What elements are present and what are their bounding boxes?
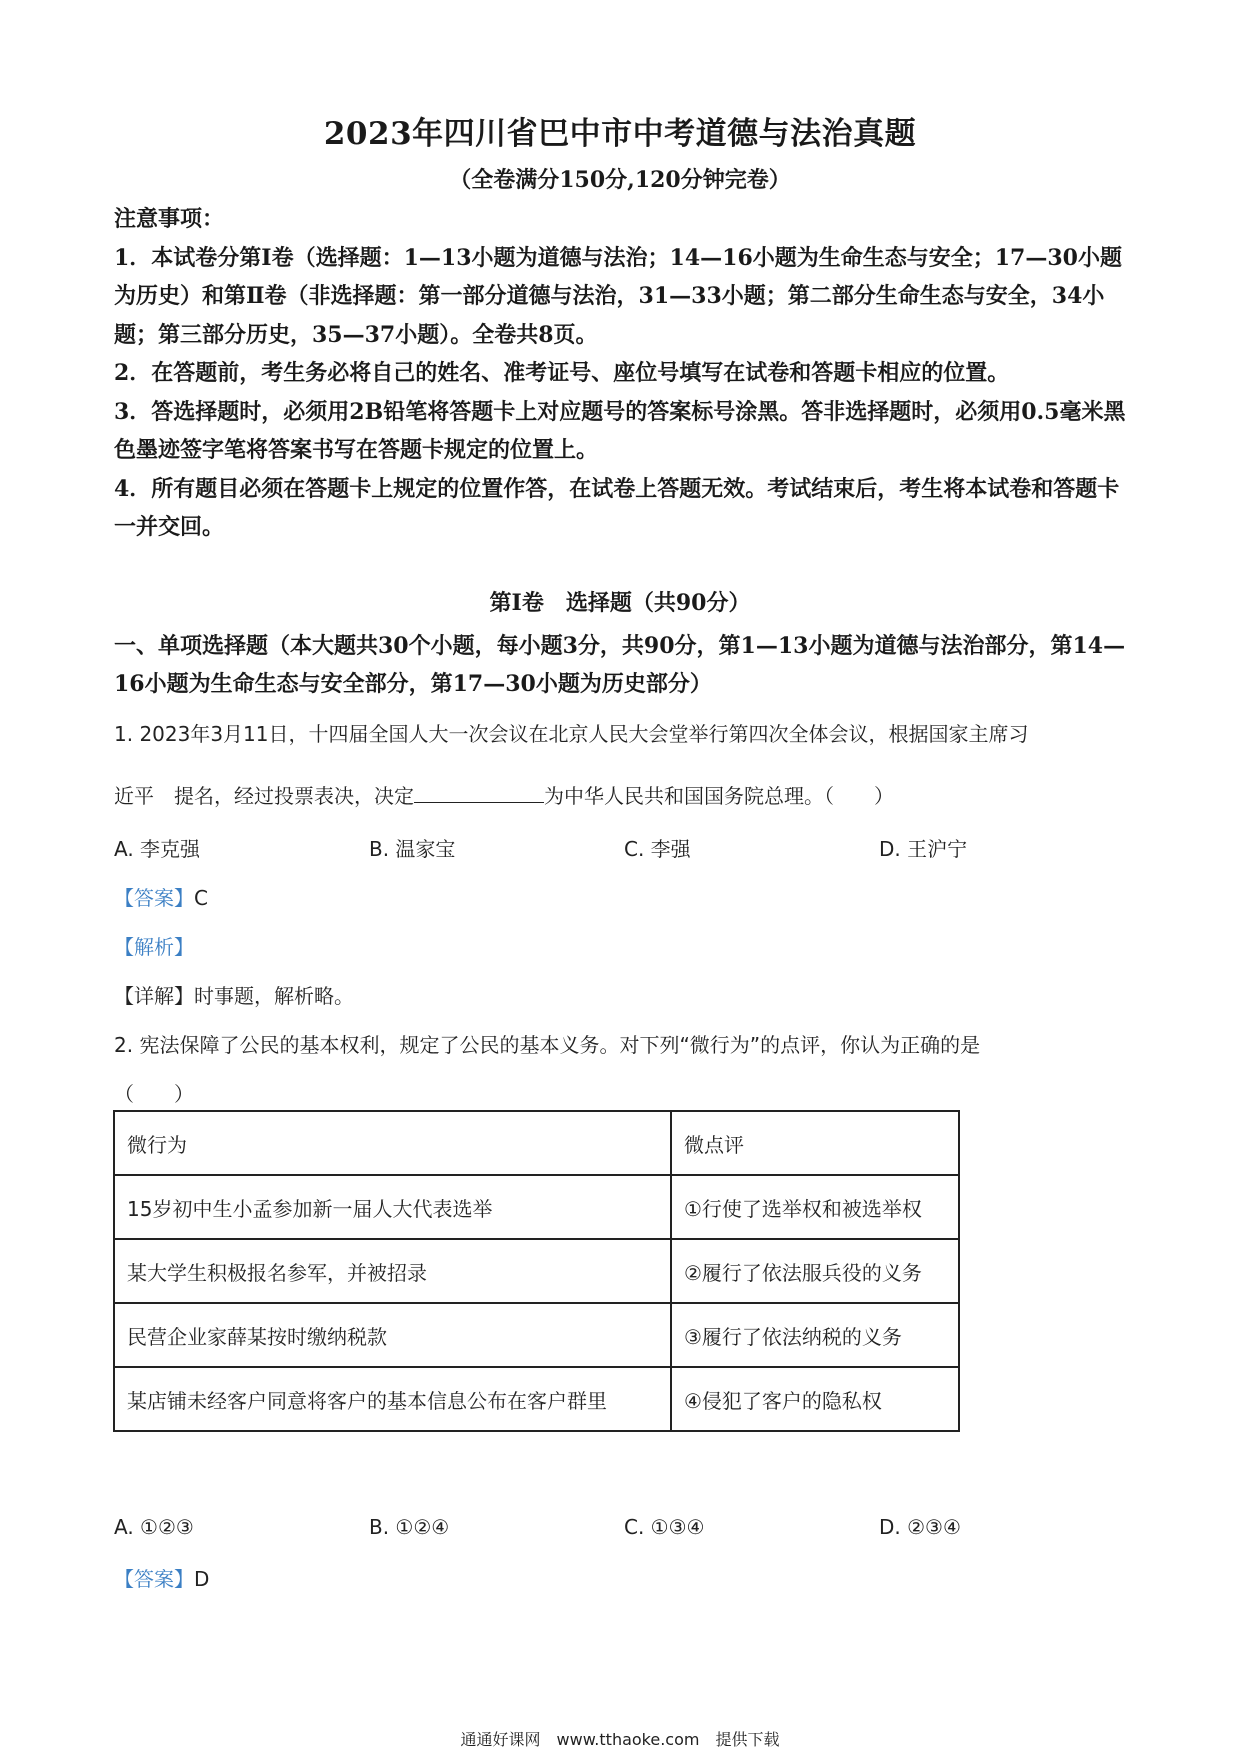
table-cell: 15岁初中生小孟参加新一届人大代表选举 [114,1175,671,1239]
q2-answer-value: D [194,1567,210,1591]
q1-detail [114,980,354,1009]
exam-title: 2023年四川省巴中市中考道德与法治真题 [323,116,917,152]
q2-option-d: D. ②③④ [879,1515,961,1539]
table-header-behavior: 微行为 [114,1111,671,1175]
q1-line-1: 1. 2023年3月11日，十四届全国人大一次会议在北京人民大会堂举行第四次全体会议，根据国家主席习 [114,722,1029,746]
q1-answer-value: C [194,886,208,910]
q1-detail-tag: 【详解】 [114,984,194,1008]
notice-section [114,200,1134,547]
q1-detail-text: 时事题，解析略。 [194,984,354,1008]
notice-heading: 注意事项： [114,206,225,232]
notice-item-3: 3．答选择题时，必须用2B铅笔将答题卡上对应题号的答案标号涂黑。答非选择题时，必须用0.5毫米黑色墨迹签字笔将答案书写在答题卡规定的位置上。 [114,398,1126,463]
q1-answer-tag: 【答案】 [114,886,194,910]
q1-option-d: D. 王沪宁 [879,837,968,861]
table-cell: ①行使了选举权和被选举权 [671,1175,959,1239]
q1-line-2a: 近平 提名，经过投票表决，决定 [114,784,414,808]
q2-option-a: A. ①②③ [114,1515,194,1539]
notice-item-1: 1．本试卷分第Ⅰ卷（选择题：1—13小题为道德与法治；14—16小题为生命生态与安全；17—30小题为历史）和第Ⅱ卷（非选择题：第一部分道德与法治，31—33小题；第二部分生命生态与安全，34小题；第三部分历史，35—37小题）。全卷共8页。 [114,244,1122,348]
q2-option-c: C. ①③④ [624,1515,705,1539]
section-heading: 一、单项选择题（本大题共30个小题，每小题3分，共90分，第1—13小题为道德与法治部分，第14—16小题为生命生态与安全部分，第17—30小题为历史部分） [114,633,1126,697]
q2-option-b: B. ①②④ [369,1515,450,1539]
table-row [114,1239,959,1303]
q1-option-b: B. 温家宝 [369,837,456,861]
table-header-row [114,1111,959,1175]
section-title: 第Ⅰ卷 选择题（共90分） [489,590,751,616]
table-cell: 某大学生积极报名参军，并被招录 [114,1239,671,1303]
q1-answer [114,882,208,911]
table-cell: 某店铺未经客户同意将客户的基本信息公布在客户群里 [114,1367,671,1431]
q1-line-2b: 为中华人民共和国国务院总理。（ ） [544,784,894,808]
q2-answer [114,1563,209,1592]
notice-item-4: 4．所有题目必须在答题卡上规定的位置作答，在试卷上答题无效。考试结束后，考生将本试卷和答题卡一并交回。 [114,475,1120,540]
q2-line-1: 2. 宪法保障了公民的基本权利，规定了公民的基本义务。对下列“微行为”的点评，你认为正确的是 [114,1033,981,1057]
table-cell: ③履行了依法纳税的义务 [671,1303,959,1367]
table-cell: ②履行了依法服兵役的义务 [671,1239,959,1303]
footer-watermark: 通通好课网 www.tthaoke.com 提供下载 [460,1730,780,1749]
q1-option-c: C. 李强 [624,837,691,861]
q1-analysis-tag: 【解析】 [114,935,194,959]
q1-blank [414,782,544,803]
q2-table [113,1110,960,1432]
notice-item-2: 2．在答题前，考生务必将自己的姓名、准考证号、座位号填写在试卷和答题卡相应的位置。 [114,360,1010,386]
q1-analysis [114,931,194,960]
table-row [114,1175,959,1239]
q1-line-2 [114,780,1134,809]
q2-answer-tag: 【答案】 [114,1567,194,1591]
table-cell: ④侵犯了客户的隐私权 [671,1367,959,1431]
table-header-comment: 微点评 [671,1111,959,1175]
table-row [114,1367,959,1431]
q1-option-a: A. 李克强 [114,837,201,861]
exam-subtitle: （全卷满分150分,120分钟完卷） [449,167,791,193]
table-cell: 民营企业家薛某按时缴纳税款 [114,1303,671,1367]
table-row [114,1303,959,1367]
q2-line-2: （ ） [114,1082,194,1106]
